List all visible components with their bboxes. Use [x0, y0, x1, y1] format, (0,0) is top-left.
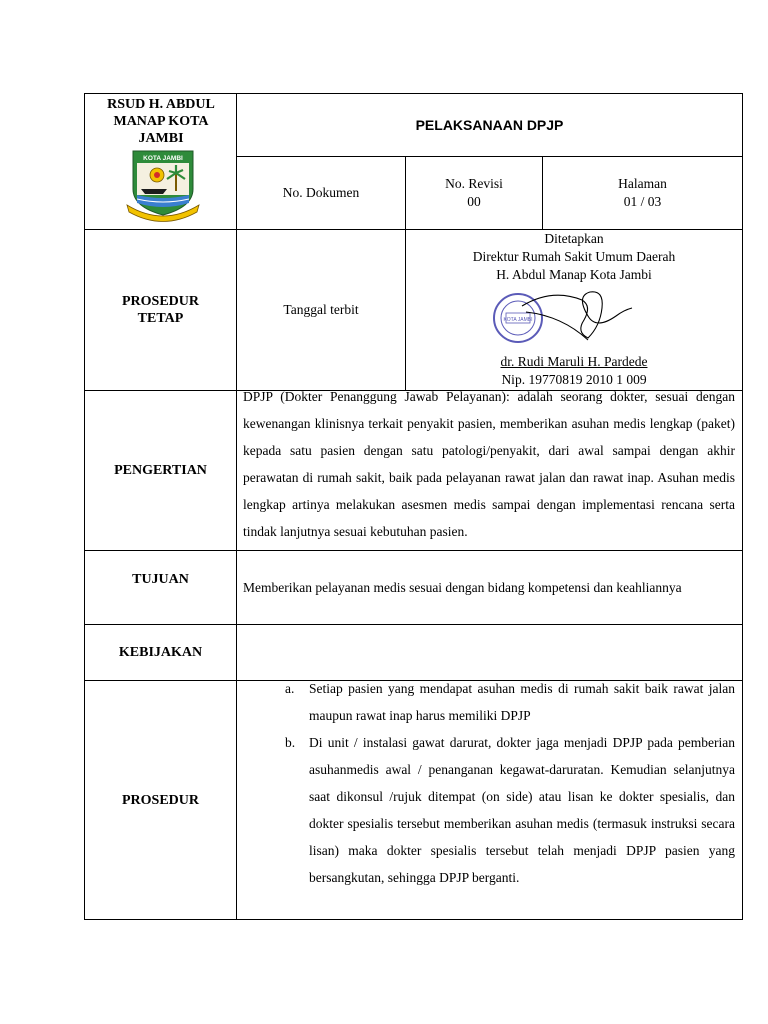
prosedur-item-text: Setiap pasien yang mendapat asuhan medis di rumah sakit baik rawat jalan maupun rawat inap harus memiliki DPJP — [309, 681, 735, 723]
prosedur-label: PROSEDUR — [121, 792, 199, 808]
halaman-cell — [543, 157, 742, 229]
ditetapkan-text: Ditetapkan — [544, 231, 604, 246]
prosedur-tetap-label: PROSEDUR TETAP — [121, 294, 199, 326]
signature-stamp — [492, 286, 642, 350]
no-revisi-label: No. Revisi — [445, 176, 503, 191]
prosedur-item-text: Di unit / instalasi gawat darurat, dokter jaga menjadi DPJP pada pemberian asuhanmedis awal / penanganan kegawat-daruratan. Kemudian selanjutnya saat dikonsul /rujuk ditempat (on side) atau lisan ke dokter spesialis, dan dokter spesialis tersebut memberikan asuhan medis (termasuk instruksi secara lisan) maka dokter spesialis tersebut telah menjadi DPJP pasien yang bersangkutan, sehingga DPJP berganti. — [309, 735, 735, 885]
pengertian-cell — [243, 383, 735, 550]
jabatan-line-1: Direktur Rumah Sakit Umum Daerah — [472, 249, 676, 264]
hospital-name: RSUD H. ABDUL MANAP KOTA JAMBI — [107, 97, 215, 146]
tujuan-label: TUJUAN — [132, 571, 189, 587]
no-dokumen-label: No. Dokumen — [282, 185, 360, 200]
hospital-cell — [85, 94, 236, 229]
tanggal-terbit-cell — [237, 230, 405, 390]
prosedur-item-marker: a. — [285, 681, 295, 696]
prosedur-item-marker: b. — [285, 735, 296, 750]
prosedur-item — [285, 675, 735, 729]
city-logo — [123, 149, 203, 223]
halaman-value: 01 / 03 — [623, 194, 662, 209]
pengertian-label: PENGERTIAN — [114, 463, 207, 478]
tujuan-cell — [243, 551, 735, 624]
document-title: PELAKSANAAN DPJP — [415, 117, 564, 133]
no-revisi-cell — [406, 157, 542, 229]
tanggal-terbit-label: Tanggal terbit — [283, 302, 359, 317]
tujuan-text: Memberikan pelayanan medis sesuai dengan bidang kompetensi dan keahliannya — [243, 579, 682, 595]
kebijakan-cell — [243, 625, 735, 680]
pengertian-text: DPJP (Dokter Penanggung Jawab Pelayanan): adalah seorang dokter, sesuai dengan kewenangan klinisnya terkait penyakit pasien, memberikan asuhan medis lengkap (paket) kepada satu pasien dengan satu patologi/penyakit, dari awal sampai dengan akhir perawatan di rumah sakit, baik pada pelayanan rawat jalan dan rawat inap. Asuhan medis lengkap artinya melakukan asesmen medis sampai dengan implementasi rencana serta tindak lanjutnya sesuai kebutuhan pasien. — [243, 389, 735, 539]
prosedur-list — [285, 675, 735, 891]
kebijakan-label: KEBIJAKAN — [118, 645, 203, 660]
stamp-text: KOTA JAMBI — [503, 317, 533, 323]
prosedur-cell — [285, 675, 735, 919]
signatory-nip: Nip. 19770819 2010 1 009 — [501, 372, 647, 387]
logo-banner-text: KOTA JAMBI — [143, 155, 183, 162]
halaman-label: Halaman — [618, 176, 667, 191]
signatory-name: dr. Rudi Maruli H. Pardede — [500, 354, 648, 369]
sop-table — [84, 93, 743, 920]
no-dokumen-cell — [237, 157, 405, 229]
no-revisi-value: 00 — [467, 194, 481, 209]
approval-cell — [406, 230, 742, 390]
prosedur-item — [285, 729, 735, 891]
jabatan-line-2: H. Abdul Manap Kota Jambi — [496, 267, 652, 282]
